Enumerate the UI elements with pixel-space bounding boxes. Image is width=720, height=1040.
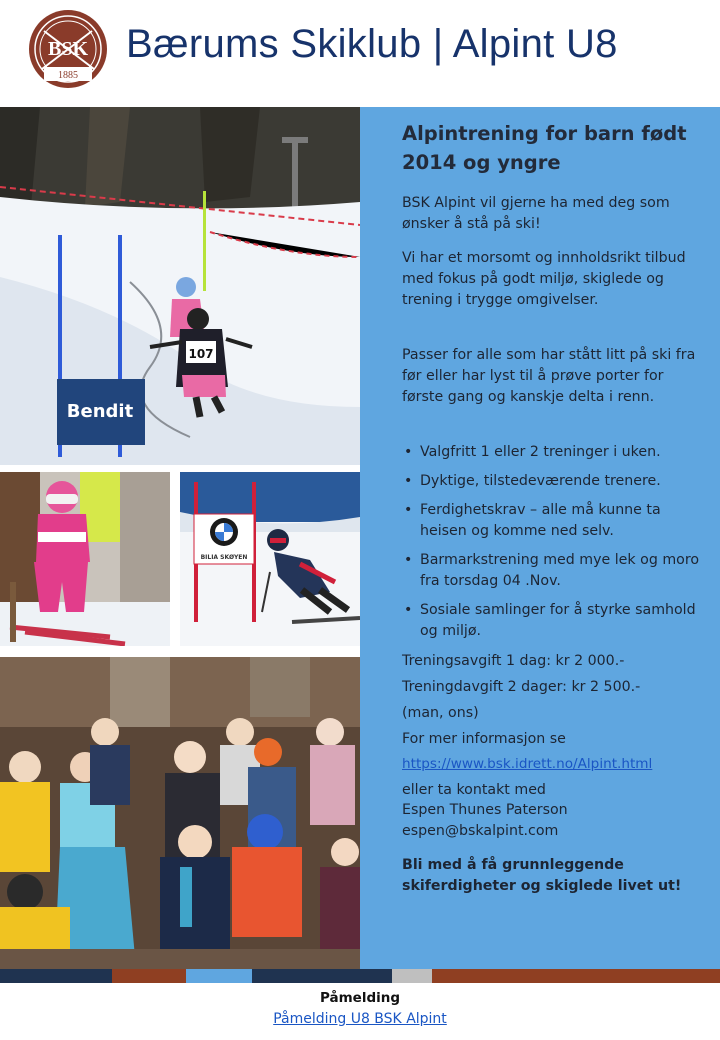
bullet-item: • Barmarkstrening med mye lek og moro fra torsdag 04 .Nov.: [402, 550, 702, 592]
contact-email: espen@bskalpint.com: [402, 823, 559, 839]
intro-text-2: Vi har et morsomt og innholdsrikt tilbud med fokus på godt miljø, skiglede og trening i trygge omgivelser.: [402, 250, 686, 308]
photo-column: [0, 107, 360, 969]
intro-text-1: BSK Alpint vil gjerne ha med deg som ønsker å stå på ski!: [402, 195, 670, 232]
stripe-segment: [432, 969, 720, 983]
bsk-logo: [28, 9, 108, 89]
contact-lead: eller ta kontakt med: [402, 782, 546, 798]
logo-letters: BSK: [47, 38, 89, 60]
info-link[interactable]: https://www.bsk.idrett.no/Alpint.html: [402, 756, 653, 772]
stripe-segment: [0, 969, 112, 983]
bullet-item: • Ferdighetskrav – alle må kunne ta heisen og komme ned selv.: [402, 500, 702, 542]
training-days: (man, ons): [402, 705, 479, 721]
closing-text: Bli med å få grunnleggende skiferdigheter og skiglede livet ut!: [402, 857, 682, 894]
logo-year: 1885: [58, 70, 78, 81]
info-panel: [360, 107, 720, 969]
stripe-segment: [112, 969, 186, 983]
bib-number: 107: [188, 347, 214, 361]
fee-one-day: Treningsavgift 1 dag: kr 2 000.-: [402, 653, 625, 669]
info-link-line: [402, 754, 702, 775]
header: [0, 0, 720, 100]
registration-link[interactable]: Påmelding U8 BSK Alpint: [273, 1011, 447, 1027]
bullet-item: • Valgfritt 1 eller 2 treninger i uken.: [402, 442, 702, 463]
stripe-segment: [252, 969, 392, 983]
color-stripe-bar: [0, 969, 720, 983]
footer-title: Påmelding: [319, 990, 401, 1006]
info-heading: Alpintrening for barn født 2014 og yngre: [402, 122, 687, 174]
gs-skier-photo: [180, 472, 360, 646]
pink-skier-photo: [0, 472, 170, 646]
contact-name: Espen Thunes Paterson: [402, 802, 568, 818]
stripe-segment: [186, 969, 252, 983]
slalom-photo: [0, 107, 360, 465]
bullet-item: • Dyktige, tilstedeværende trenere.: [402, 471, 702, 492]
intro-text-3: Passer for alle som har stått litt på ski fra før eller har lyst til å prøve porter for første gang og kanskje delta i renn.: [402, 347, 696, 405]
fee-two-days: Treningdavgift 2 dager: kr 2 500.-: [402, 679, 641, 695]
more-info-text: For mer informasjon se: [402, 731, 566, 747]
bmw-banner-text: BILIA SKØYEN: [200, 554, 248, 561]
bullet-item: • Sosiale samlinger for å styrke samhold og miljø.: [402, 600, 702, 642]
group-photo: [0, 657, 360, 969]
page-title: Bærums Skiklub | Alpint U8: [126, 22, 618, 66]
stripe-segment: [392, 969, 432, 983]
gate-banner-text: Bendit: [66, 401, 134, 422]
